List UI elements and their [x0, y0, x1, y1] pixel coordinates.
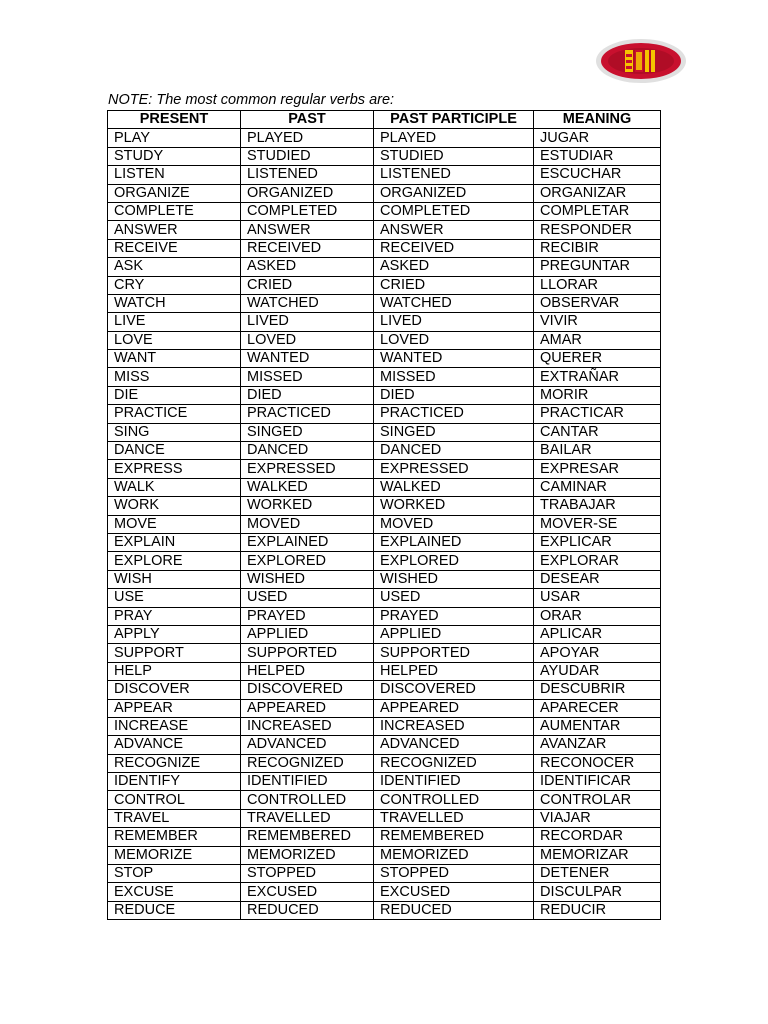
- past-cell: ADVANCED: [241, 736, 374, 754]
- present-cell: CONTROL: [108, 791, 241, 809]
- note-text: NOTE: The most common regular verbs are:: [108, 92, 395, 108]
- meaning-cell: LLORAR: [534, 276, 661, 294]
- past-participle-cell: REMEMBERED: [374, 828, 534, 846]
- past-cell: RECOGNIZED: [241, 754, 374, 772]
- meaning-cell: EXTRAÑAR: [534, 368, 661, 386]
- meaning-cell: USAR: [534, 589, 661, 607]
- meaning-cell: APOYAR: [534, 644, 661, 662]
- table-row: [108, 681, 661, 699]
- past-cell: WALKED: [241, 478, 374, 496]
- past-cell: SUPPORTED: [241, 644, 374, 662]
- past-cell: EXCUSED: [241, 883, 374, 901]
- past-cell: USED: [241, 589, 374, 607]
- past-cell: STOPPED: [241, 865, 374, 883]
- past-cell: WISHED: [241, 570, 374, 588]
- table-row: [108, 129, 661, 147]
- table-row: [108, 607, 661, 625]
- present-cell: ADVANCE: [108, 736, 241, 754]
- present-cell: CRY: [108, 276, 241, 294]
- present-cell: LOVE: [108, 331, 241, 349]
- past-participle-cell: MEMORIZED: [374, 846, 534, 864]
- table-row: [108, 865, 661, 883]
- table-row: [108, 331, 661, 349]
- table-row: [108, 644, 661, 662]
- column-header-past: PAST: [241, 111, 374, 129]
- meaning-cell: AMAR: [534, 331, 661, 349]
- meaning-cell: PREGUNTAR: [534, 258, 661, 276]
- meaning-cell: DISCULPAR: [534, 883, 661, 901]
- past-participle-cell: STOPPED: [374, 865, 534, 883]
- present-cell: SUPPORT: [108, 644, 241, 662]
- present-cell: APPEAR: [108, 699, 241, 717]
- past-participle-cell: USED: [374, 589, 534, 607]
- present-cell: DIE: [108, 386, 241, 404]
- past-participle-cell: RECEIVED: [374, 239, 534, 257]
- past-participle-cell: LISTENED: [374, 166, 534, 184]
- present-cell: WISH: [108, 570, 241, 588]
- past-participle-cell: PLAYED: [374, 129, 534, 147]
- meaning-cell: MORIR: [534, 386, 661, 404]
- verbs-table: [107, 110, 661, 920]
- meaning-cell: CAMINAR: [534, 478, 661, 496]
- present-cell: TRAVEL: [108, 809, 241, 827]
- present-cell: EXCUSE: [108, 883, 241, 901]
- past-cell: DISCOVERED: [241, 681, 374, 699]
- meaning-cell: OBSERVAR: [534, 294, 661, 312]
- meaning-cell: VIAJAR: [534, 809, 661, 827]
- past-participle-cell: SUPPORTED: [374, 644, 534, 662]
- meaning-cell: EXPLORAR: [534, 552, 661, 570]
- table-row: [108, 147, 661, 165]
- past-cell: MOVED: [241, 515, 374, 533]
- table-row: [108, 901, 661, 919]
- past-cell: LIVED: [241, 313, 374, 331]
- past-participle-cell: APPEARED: [374, 699, 534, 717]
- present-cell: INCREASE: [108, 717, 241, 735]
- past-participle-cell: RECOGNIZED: [374, 754, 534, 772]
- present-cell: PRAY: [108, 607, 241, 625]
- meaning-cell: DETENER: [534, 865, 661, 883]
- past-participle-cell: COMPLETED: [374, 202, 534, 220]
- past-participle-cell: DIED: [374, 386, 534, 404]
- present-cell: MOVE: [108, 515, 241, 533]
- table-row: [108, 533, 661, 551]
- meaning-cell: RECORDAR: [534, 828, 661, 846]
- meaning-cell: EXPRESAR: [534, 460, 661, 478]
- present-cell: MISS: [108, 368, 241, 386]
- table-row: [108, 423, 661, 441]
- table-row: [108, 773, 661, 791]
- past-participle-cell: HELPED: [374, 662, 534, 680]
- past-participle-cell: CRIED: [374, 276, 534, 294]
- table-row: [108, 221, 661, 239]
- past-cell: EXPRESSED: [241, 460, 374, 478]
- present-cell: LIVE: [108, 313, 241, 331]
- table-row: [108, 497, 661, 515]
- table-row: [108, 386, 661, 404]
- past-participle-cell: DISCOVERED: [374, 681, 534, 699]
- past-participle-cell: TRAVELLED: [374, 809, 534, 827]
- table-row: [108, 368, 661, 386]
- meaning-cell: ESCUCHAR: [534, 166, 661, 184]
- present-cell: ASK: [108, 258, 241, 276]
- column-header-past-participle: PAST PARTICIPLE: [374, 111, 534, 129]
- past-cell: EXPLAINED: [241, 533, 374, 551]
- table-row: [108, 515, 661, 533]
- past-participle-cell: ORGANIZED: [374, 184, 534, 202]
- table-row: [108, 662, 661, 680]
- past-cell: MEMORIZED: [241, 846, 374, 864]
- meaning-cell: APLICAR: [534, 625, 661, 643]
- table-row: [108, 717, 661, 735]
- past-participle-cell: DANCED: [374, 442, 534, 460]
- past-participle-cell: ASKED: [374, 258, 534, 276]
- past-cell: ORGANIZED: [241, 184, 374, 202]
- table-row: [108, 791, 661, 809]
- past-cell: ASKED: [241, 258, 374, 276]
- column-header-present: PRESENT: [108, 111, 241, 129]
- meaning-cell: TRABAJAR: [534, 497, 661, 515]
- present-cell: RECOGNIZE: [108, 754, 241, 772]
- past-cell: MISSED: [241, 368, 374, 386]
- present-cell: WORK: [108, 497, 241, 515]
- meaning-cell: QUERER: [534, 350, 661, 368]
- past-participle-cell: EXPLORED: [374, 552, 534, 570]
- past-participle-cell: WATCHED: [374, 294, 534, 312]
- past-cell: PLAYED: [241, 129, 374, 147]
- past-participle-cell: MOVED: [374, 515, 534, 533]
- meaning-cell: RECIBIR: [534, 239, 661, 257]
- present-cell: REDUCE: [108, 901, 241, 919]
- meaning-cell: RESPONDER: [534, 221, 661, 239]
- past-participle-cell: IDENTIFIED: [374, 773, 534, 791]
- table-row: [108, 883, 661, 901]
- past-participle-cell: ANSWER: [374, 221, 534, 239]
- table-row: [108, 294, 661, 312]
- table-row: [108, 202, 661, 220]
- past-cell: COMPLETED: [241, 202, 374, 220]
- present-cell: EXPRESS: [108, 460, 241, 478]
- meaning-cell: REDUCIR: [534, 901, 661, 919]
- meaning-cell: RECONOCER: [534, 754, 661, 772]
- meaning-cell: JUGAR: [534, 129, 661, 147]
- present-cell: LISTEN: [108, 166, 241, 184]
- past-cell: WANTED: [241, 350, 374, 368]
- table-row: [108, 166, 661, 184]
- table-row: [108, 276, 661, 294]
- table-row: [108, 736, 661, 754]
- present-cell: DISCOVER: [108, 681, 241, 699]
- table-row: [108, 184, 661, 202]
- meaning-cell: AUMENTAR: [534, 717, 661, 735]
- past-cell: PRACTICED: [241, 405, 374, 423]
- table-row: [108, 405, 661, 423]
- past-cell: LISTENED: [241, 166, 374, 184]
- past-participle-cell: LIVED: [374, 313, 534, 331]
- past-participle-cell: CONTROLLED: [374, 791, 534, 809]
- present-cell: RECEIVE: [108, 239, 241, 257]
- meaning-cell: EXPLICAR: [534, 533, 661, 551]
- past-participle-cell: INCREASED: [374, 717, 534, 735]
- table-header-row: [108, 111, 661, 129]
- past-participle-cell: SINGED: [374, 423, 534, 441]
- meaning-cell: APARECER: [534, 699, 661, 717]
- past-participle-cell: WALKED: [374, 478, 534, 496]
- past-cell: DIED: [241, 386, 374, 404]
- past-participle-cell: LOVED: [374, 331, 534, 349]
- past-cell: INCREASED: [241, 717, 374, 735]
- meaning-cell: PRACTICAR: [534, 405, 661, 423]
- meaning-cell: CANTAR: [534, 423, 661, 441]
- past-cell: ANSWER: [241, 221, 374, 239]
- table-row: [108, 552, 661, 570]
- present-cell: STOP: [108, 865, 241, 883]
- past-participle-cell: PRACTICED: [374, 405, 534, 423]
- table-row: [108, 828, 661, 846]
- past-participle-cell: STUDIED: [374, 147, 534, 165]
- past-participle-cell: REDUCED: [374, 901, 534, 919]
- present-cell: PLAY: [108, 129, 241, 147]
- past-participle-cell: EXPRESSED: [374, 460, 534, 478]
- past-cell: REMEMBERED: [241, 828, 374, 846]
- past-cell: PRAYED: [241, 607, 374, 625]
- past-cell: RECEIVED: [241, 239, 374, 257]
- school-logo-icon: [595, 38, 687, 84]
- present-cell: REMEMBER: [108, 828, 241, 846]
- past-participle-cell: ADVANCED: [374, 736, 534, 754]
- past-cell: DANCED: [241, 442, 374, 460]
- past-cell: SINGED: [241, 423, 374, 441]
- present-cell: DANCE: [108, 442, 241, 460]
- meaning-cell: MEMORIZAR: [534, 846, 661, 864]
- table-row: [108, 625, 661, 643]
- past-cell: EXPLORED: [241, 552, 374, 570]
- table-body: [108, 129, 661, 920]
- past-cell: TRAVELLED: [241, 809, 374, 827]
- meaning-cell: DESEAR: [534, 570, 661, 588]
- past-cell: LOVED: [241, 331, 374, 349]
- table-row: [108, 699, 661, 717]
- present-cell: EXPLORE: [108, 552, 241, 570]
- meaning-cell: VIVIR: [534, 313, 661, 331]
- past-participle-cell: WORKED: [374, 497, 534, 515]
- meaning-cell: DESCUBRIR: [534, 681, 661, 699]
- past-cell: WORKED: [241, 497, 374, 515]
- past-participle-cell: EXPLAINED: [374, 533, 534, 551]
- table-row: [108, 846, 661, 864]
- past-cell: IDENTIFIED: [241, 773, 374, 791]
- present-cell: ORGANIZE: [108, 184, 241, 202]
- meaning-cell: COMPLETAR: [534, 202, 661, 220]
- meaning-cell: BAILAR: [534, 442, 661, 460]
- past-participle-cell: WANTED: [374, 350, 534, 368]
- table-row: [108, 809, 661, 827]
- meaning-cell: AVANZAR: [534, 736, 661, 754]
- meaning-cell: IDENTIFICAR: [534, 773, 661, 791]
- past-cell: CRIED: [241, 276, 374, 294]
- past-participle-cell: APPLIED: [374, 625, 534, 643]
- present-cell: USE: [108, 589, 241, 607]
- meaning-cell: AYUDAR: [534, 662, 661, 680]
- present-cell: SING: [108, 423, 241, 441]
- past-cell: HELPED: [241, 662, 374, 680]
- column-header-meaning: MEANING: [534, 111, 661, 129]
- past-cell: CONTROLLED: [241, 791, 374, 809]
- past-cell: WATCHED: [241, 294, 374, 312]
- meaning-cell: ORAR: [534, 607, 661, 625]
- past-cell: REDUCED: [241, 901, 374, 919]
- past-cell: APPLIED: [241, 625, 374, 643]
- present-cell: PRACTICE: [108, 405, 241, 423]
- present-cell: WATCH: [108, 294, 241, 312]
- past-participle-cell: PRAYED: [374, 607, 534, 625]
- table-row: [108, 570, 661, 588]
- present-cell: COMPLETE: [108, 202, 241, 220]
- table-row: [108, 313, 661, 331]
- meaning-cell: ORGANIZAR: [534, 184, 661, 202]
- past-cell: STUDIED: [241, 147, 374, 165]
- present-cell: HELP: [108, 662, 241, 680]
- meaning-cell: ESTUDIAR: [534, 147, 661, 165]
- table-row: [108, 460, 661, 478]
- table-row: [108, 239, 661, 257]
- present-cell: MEMORIZE: [108, 846, 241, 864]
- table-row: [108, 589, 661, 607]
- past-participle-cell: EXCUSED: [374, 883, 534, 901]
- past-participle-cell: WISHED: [374, 570, 534, 588]
- table-row: [108, 442, 661, 460]
- past-participle-cell: MISSED: [374, 368, 534, 386]
- present-cell: ANSWER: [108, 221, 241, 239]
- present-cell: STUDY: [108, 147, 241, 165]
- table-row: [108, 350, 661, 368]
- present-cell: IDENTIFY: [108, 773, 241, 791]
- table-row: [108, 754, 661, 772]
- table-row: [108, 258, 661, 276]
- meaning-cell: MOVER-SE: [534, 515, 661, 533]
- past-cell: APPEARED: [241, 699, 374, 717]
- table-row: [108, 478, 661, 496]
- present-cell: APPLY: [108, 625, 241, 643]
- meaning-cell: CONTROLAR: [534, 791, 661, 809]
- present-cell: EXPLAIN: [108, 533, 241, 551]
- present-cell: WALK: [108, 478, 241, 496]
- present-cell: WANT: [108, 350, 241, 368]
